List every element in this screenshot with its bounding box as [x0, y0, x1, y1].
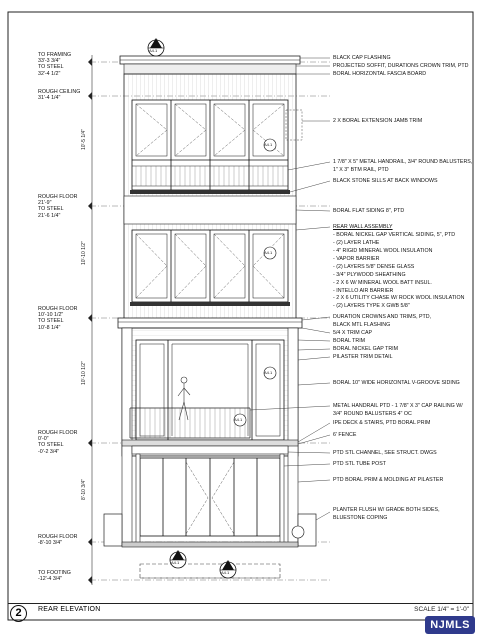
dimension-text — [81, 129, 87, 500]
steel-post-right — [280, 454, 284, 544]
note-stl-channel: PTD STL CHANNEL, SEE STRUCT. DWGS — [333, 450, 437, 456]
svg-text:10'-10 1/2": 10'-10 1/2" — [81, 241, 87, 265]
note-jamb-trim: 2 X BORAL EXTENSION JAMB TRIM — [333, 118, 423, 124]
footing — [140, 564, 280, 578]
pilaster-right — [288, 328, 298, 546]
ground-slab — [122, 542, 298, 547]
note-v-groove: BORAL 10" WIDE HORIZONTAL V-GROOVE SIDING — [333, 380, 460, 386]
svg-text:10'-10 1/2": 10'-10 1/2" — [81, 361, 87, 385]
note-wall-5: - (2) LAYERS 5/8" DENSE GLASS — [333, 264, 415, 270]
pilaster-left — [122, 328, 132, 546]
note-flat-siding: BORAL FLAT SIDING 8", PTD — [333, 208, 405, 214]
note-stone-sills: BLACK STONE SILLS AT BACK WINDOWS — [333, 178, 438, 184]
level-label-footing: TO FOOTING -12'-4 3/4" — [38, 570, 71, 583]
note-trim-cap: 5/4 X TRIM CAP — [333, 330, 373, 336]
level-markers — [88, 58, 92, 584]
note-cap-flashing: BLACK CAP FLASHING — [333, 55, 391, 61]
tag-window-upper: A4.1 — [264, 142, 273, 147]
tag-top: A4.1 — [149, 48, 158, 53]
note-handrail-deck: METAL HANDRAIL PTD - 1 7/8" X 3" CAP RAILING W/ — [333, 403, 463, 409]
note-btm-rail: 1" X 3" BTM RAIL, PTD — [333, 167, 389, 173]
deck-slab — [122, 440, 298, 446]
steel-post-left — [136, 454, 140, 544]
level-label-ceiling: ROUGH CEILING 31'-4 1/4" — [38, 89, 81, 102]
tag-bottom-2: A4.1 — [221, 570, 230, 575]
tag-window-mid: A4.1 — [264, 250, 273, 255]
note-wall-assembly: REAR WALL ASSEMBLY — [333, 224, 393, 230]
note-mtl-flashing: BLACK MTL FLASHING — [333, 322, 391, 328]
level-label-top: TO FRAMING 33'-3 3/4" TO STEEL 32'-4 1/2" — [38, 52, 72, 77]
note-fence: 6' FENCE — [333, 432, 357, 438]
note-fascia: BORAL HORIZONTAL FASCIA BOARD — [333, 71, 427, 77]
note-boral-trim: BORAL TRIM — [333, 338, 366, 344]
note-planter: PLANTER FLUSH W/ GRADE BOTH SIDES, — [333, 507, 440, 513]
view-title: REAR ELEVATION — [38, 606, 101, 613]
cornice — [118, 318, 302, 328]
note-handrail-upper: 1 7/8" X 5" METAL HANDRAIL, 3/4" ROUND BALUSTERS, — [333, 159, 473, 165]
level-label-cellar: ROUGH FLOOR -8'-10 3/4" — [38, 534, 78, 547]
note-wall-8: - INTELLO AIR BARRIER — [333, 288, 394, 294]
note-wall-10: - (2) LAYERS TYPE X GWB 5/8" — [333, 303, 410, 309]
note-boral-prim: PTD BORAL PRIM & MOLDING AT PILASTER — [333, 477, 444, 483]
note-nickel-gap: BORAL NICKEL GAP TRIM — [333, 346, 399, 352]
note-soffit: PROJECTED SOFFIT, DURATIONS CROWN TRIM, PTD — [333, 63, 469, 69]
planter-left — [104, 514, 122, 546]
njmls-logo: NJMLS — [425, 616, 475, 634]
level-label-floor-3: ROUGH FLOOR 21'-9" TO STEEL 21'-6 1/4" — [38, 194, 78, 219]
scale-label: SCALE 1/4" = 1'-0" — [414, 606, 469, 613]
note-ipe-deck: IPE DECK & STAIRS, PTD BORAL PRIM — [333, 420, 431, 426]
level-label-floor-2: ROUGH FLOOR 10'-10 1/2" TO STEEL 10'-8 1/4" — [38, 306, 78, 331]
svg-text:8'-10 3/4": 8'-10 3/4" — [81, 478, 87, 500]
upper-stone-sill — [130, 190, 290, 194]
tag-bottom: A4.1 — [171, 560, 180, 565]
note-pilaster-trim: PILASTER TRIM DETAIL — [333, 354, 393, 360]
note-wall-7: - 2 X 6 W/ MINERAL WOOL BATT INSUL. — [333, 280, 432, 286]
note-stl-post: PTD STL TUBE POST — [333, 461, 386, 467]
steel-channel — [132, 446, 288, 454]
svg-text:10'-5 1/4": 10'-5 1/4" — [81, 128, 87, 150]
note-bluestone: BLUESTONE COPING — [333, 515, 388, 521]
lower-level-windows — [140, 458, 280, 536]
mid-windows — [132, 230, 288, 302]
note-wall-1: - BORAL NICKEL GAP VERTICAL SIDING, 5", PTD — [333, 232, 456, 238]
note-wall-9: - 2 X 6 UTILITY CHASE W/ ROCK WOOL INSULATION — [333, 295, 465, 301]
flat-siding-band — [124, 196, 296, 224]
note-crowns: DURATION CROWNS AND TRIMS, PTD, — [333, 314, 432, 320]
note-wall-4: - VAPOR BARRIER — [333, 256, 380, 262]
note-balusters-deck: 3/4" ROUND BALUSTERS 4" OC — [333, 411, 412, 417]
level-label-floor-1: ROUGH FLOOR 0'-0" TO STEEL -0'-2 3/4" — [38, 430, 78, 455]
mid-stone-sill — [130, 302, 290, 306]
note-wall-6: - 3/4" PLYWOOD SHEATHING — [333, 272, 406, 278]
tag-stair: A4.1 — [234, 417, 243, 422]
drawing-number: 2 — [10, 605, 27, 622]
note-wall-3: - 4" RIGID MINERAL WOOL INSULATION — [333, 248, 433, 254]
note-wall-2: - (2) LAYER LATHE — [333, 240, 380, 246]
tag-window-lower: A4.1 — [264, 370, 273, 375]
fascia-board — [124, 64, 296, 74]
